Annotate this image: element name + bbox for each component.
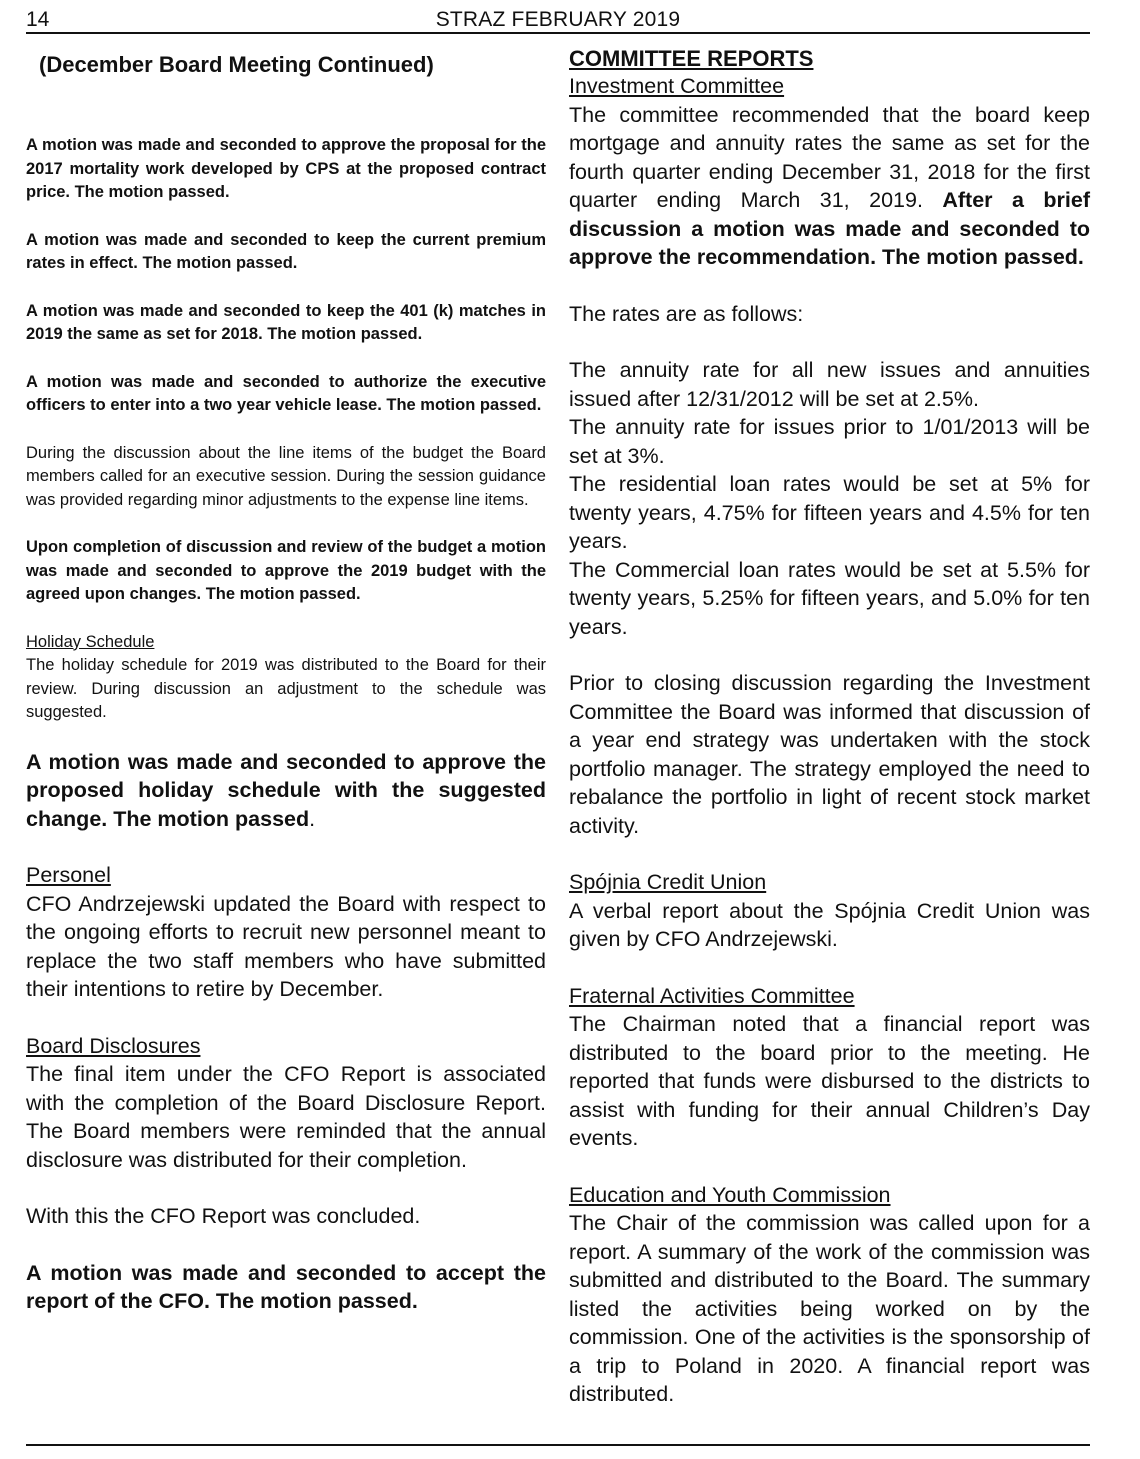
education-text: The Chair of the commission was called upon for a report. A summary of the work of the commission was submitted and distributed to the Board. The summary listed the activities being worked on by the commission. One of the activities is the sponsorship of a trip to Poland in 2020. A financial report was distributed. (569, 1211, 1090, 1406)
education-heading: Education and Youth Commission (569, 1182, 891, 1207)
motion-holiday (26, 748, 546, 834)
strategy-text: Prior to closing discussion regarding the Investment Committee the Board was informed that discussion of a year end strategy was undertaken with the stock portfolio manager. The strategy employed the need to rebalance the portfolio in light of recent stock market activity. (569, 671, 1090, 838)
motion-holiday-text: A motion was made and seconded to approve the proposed holiday schedule with the suggested change. The motion passed (26, 749, 546, 831)
credit-union-heading: Spójnia Credit Union (569, 870, 767, 894)
rate-commercial: The Commercial loan rates would be set at 5.5% for twenty years, 5.25% for fifteen years, and 5.0% for ten years. (569, 557, 1090, 639)
left-column (26, 46, 546, 1316)
investment-text (569, 101, 1090, 272)
investment-motion: After a brief discussion a motion was made and seconded to approve the recommendation. The motion passed. (569, 188, 1090, 269)
footer-rule (26, 1444, 1090, 1446)
page-header (26, 8, 1090, 34)
motion-vehicle: A motion was made and seconded to authorize the executive officers to enter into a two year vehicle lease. The motion passed. (26, 372, 546, 414)
fraternal-text: The Chairman noted that a financial report was distributed to the board prior to the meeting. He reported that funds were disbursed to the districts to assist with funding for their annual Children’s Day events. (569, 1012, 1090, 1150)
rate-annuity-prior: The annuity rate for issues prior to 1/01/2013 will be set at 3%. (569, 415, 1090, 468)
cfo-concluded: With this the CFO Report was concluded. (26, 1204, 421, 1228)
investment-heading: Investment Committee (569, 74, 785, 98)
holiday-text: The holiday schedule for 2019 was distributed to the Board for their review. During discussion an adjustment to the schedule was suggested. (26, 656, 546, 721)
rate-residential: The residential loan rates would be set at 5% for twenty years, 4.75% for fifteen years and 4.5% for ten years. (569, 472, 1090, 553)
committee-reports-title: COMMITTEE REPORTS (569, 46, 814, 71)
right-column (569, 46, 1090, 1409)
page-number: 14 (26, 8, 50, 31)
budget-discussion: During the discussion about the line items of the budget the Board members called for an executive session. During the session guidance was provided regarding minor adjustments to the expense line items. (26, 443, 546, 509)
investment-recommendation: The committee recommended that the board keep mortgage and annuity rates the same as set for the fourth quarter ending December 31, 2018 for the first quarter ending March 31, 2019. (569, 102, 1090, 212)
motion-premium: A motion was made and seconded to keep the current premium rates in effect. The motion passed. (26, 230, 546, 272)
motion-cfo: A motion was made and seconded to accept the report of the CFO. The motion passed. (26, 1260, 546, 1313)
motion-holiday-period: . (309, 806, 316, 831)
holiday-heading: Holiday Schedule (26, 632, 155, 651)
disclosures-heading: Board Disclosures (26, 1033, 201, 1058)
motion-budget: Upon completion of discussion and review of the budget a motion was made and seconded to approve the 2019 budget with the agreed upon changes. The motion passed. (26, 538, 546, 603)
personel-heading: Personel (26, 863, 111, 887)
personel-text: CFO Andrzejewski updated the Board with respect to the ongoing efforts to recruit new personnel meant to replace the two staff members who have submitted their intentions to retire by December. (26, 891, 546, 1001)
rate-annuity-new: The annuity rate for all new issues and annuities issued after 12/31/2012 will be set at 2.5%. (569, 358, 1090, 411)
running-title: STRAZ FEBRUARY 2019 (435, 8, 681, 31)
credit-union-text: A verbal report about the Spójnia Credit Union was given by CFO Andrzejewski. (569, 898, 1090, 951)
motion-401k: A motion was made and seconded to keep the 401 (k) matches in 2019 the same as set for 2018. The motion passed. (26, 301, 546, 343)
rates-intro: The rates are as follows: (569, 301, 804, 326)
continued-title: (December Board Meeting Continued) (39, 52, 434, 77)
disclosures-text: The final item under the CFO Report is associated with the completion of the Board Disclosure Report. The Board members were reminded that the annual disclosure was distributed for their completion. (26, 1062, 546, 1172)
motion-mortality: A motion was made and seconded to approve the proposal for the 2017 mortality work developed by CPS at the proposed contract price. The motion passed. (26, 136, 546, 201)
fraternal-heading: Fraternal Activities Committee (569, 983, 855, 1008)
